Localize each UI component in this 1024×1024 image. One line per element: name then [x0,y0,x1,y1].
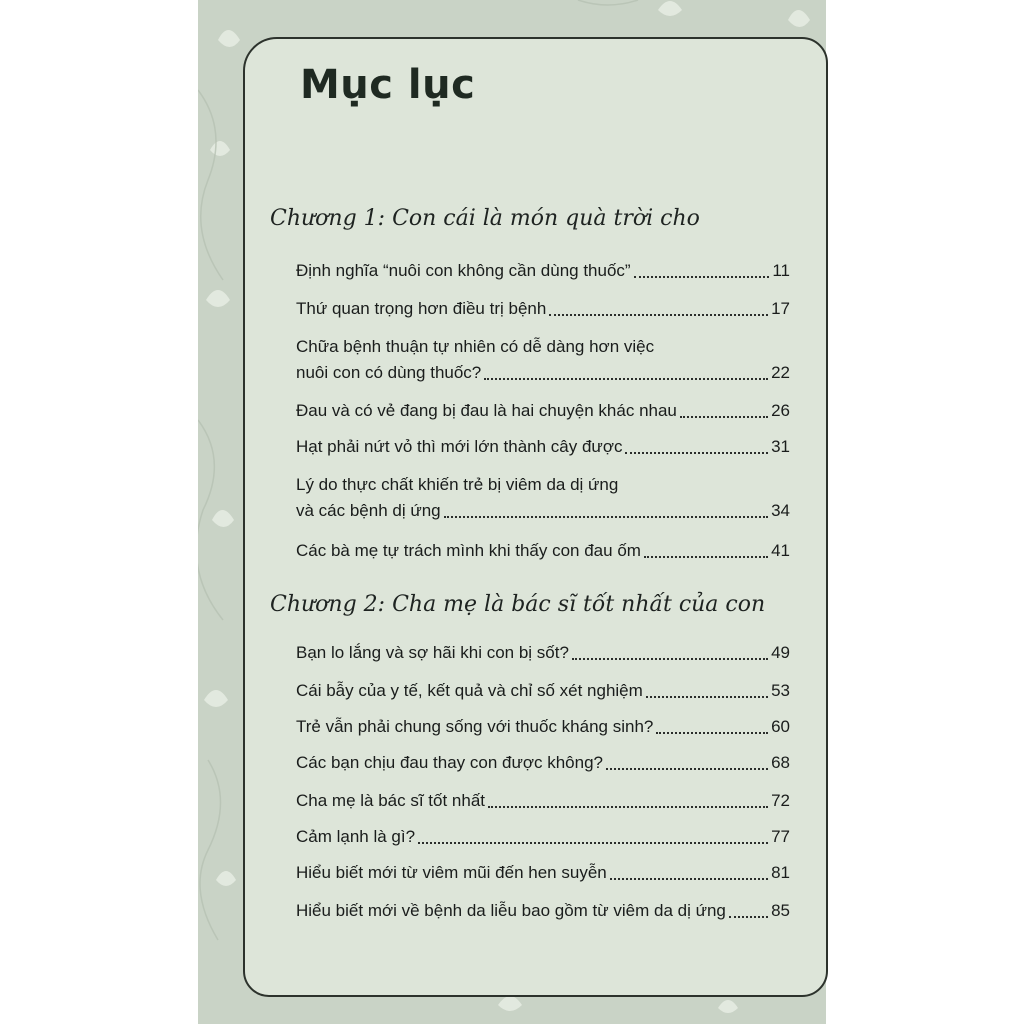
page-number: 53 [771,681,790,700]
entry-text: Chữa bệnh thuận tự nhiên có dễ dàng hơn việc [296,337,655,356]
toc-title: Mục lục [300,62,476,108]
page-number: 49 [771,643,790,662]
page-number: 68 [771,753,790,772]
dot-leader [644,556,768,558]
entry-text: Thứ quan trọng hơn điều trị bệnh [296,299,547,318]
entry-text: Cảm lạnh là gì? [296,827,416,846]
dot-leader [444,516,768,518]
dot-leader [646,696,768,698]
dot-leader [610,878,768,880]
entry-text: Các bà mẹ tự trách mình khi thấy con đau ốm [296,541,641,560]
page-number: 60 [771,717,790,736]
page-number: 31 [771,437,790,456]
entry-text: Hạt phải nứt vỏ thì mới lớn thành cây được [296,437,623,456]
toc-entry[interactable] [296,434,790,460]
dot-leader [634,276,770,278]
toc-entry[interactable] [296,678,790,704]
toc-entry[interactable] [296,334,790,386]
toc-entry[interactable] [296,824,790,850]
entry-text: Các bạn chịu đau thay con được không? [296,753,604,772]
toc-entry[interactable] [296,296,790,322]
page-number: 11 [772,261,790,280]
page-number: 41 [771,541,790,560]
page-number: 22 [771,363,790,382]
page-number: 85 [771,901,790,920]
toc-entry[interactable] [296,472,790,524]
toc-entry[interactable] [296,788,790,814]
toc-entry[interactable] [296,750,790,776]
toc-entry[interactable] [296,860,790,886]
page-number: 72 [771,791,790,810]
toc-entry[interactable] [296,640,790,666]
toc-entry[interactable] [296,538,790,564]
entry-text: Lý do thực chất khiến trẻ bị viêm da dị ứng [296,475,619,494]
entry-text: và các bệnh dị ứng [296,501,441,520]
page-number: 26 [771,401,790,420]
entry-text: Bạn lo lắng và sợ hãi khi con bị sốt? [296,643,569,662]
toc-entry[interactable] [296,258,790,284]
page-number: 17 [771,299,790,318]
dot-leader [549,314,768,316]
entry-text: Trẻ vẫn phải chung sống với thuốc kháng sinh? [296,717,654,736]
toc-entry[interactable] [296,714,790,740]
dot-leader [418,842,768,844]
entry-text: Cái bẫy của y tế, kết quả và chỉ số xét nghiệm [296,681,643,700]
entry-text: nuôi con có dùng thuốc? [296,363,482,382]
entry-text: Đau và có vẻ đang bị đau là hai chuyện khác nhau [296,401,677,420]
dot-leader [656,732,768,734]
dot-leader [572,658,768,660]
chapter-title: Chương 2: Cha mẹ là bác sĩ tốt nhất của con [270,592,766,617]
dot-leader [606,768,768,770]
entry-text: Hiểu biết mới từ viêm mũi đến hen suyễn [296,863,607,882]
page-number: 77 [771,827,790,846]
dot-leader [729,916,768,918]
entry-text: Cha mẹ là bác sĩ tốt nhất [296,791,485,810]
toc-entry[interactable] [296,398,790,424]
dot-leader [488,806,768,808]
entry-text: Định nghĩa “nuôi con không cần dùng thuốc” [296,261,631,280]
page-number: 34 [771,501,790,520]
dot-leader [680,416,768,418]
chapter-title: Chương 1: Con cái là món quà trời cho [270,206,700,231]
entry-text: Hiểu biết mới về bệnh da liễu bao gồm từ viêm da dị ứng [296,901,726,920]
dot-leader [484,378,768,380]
page-number: 81 [771,863,790,882]
toc-entry[interactable] [296,898,790,924]
dot-leader [625,452,768,454]
